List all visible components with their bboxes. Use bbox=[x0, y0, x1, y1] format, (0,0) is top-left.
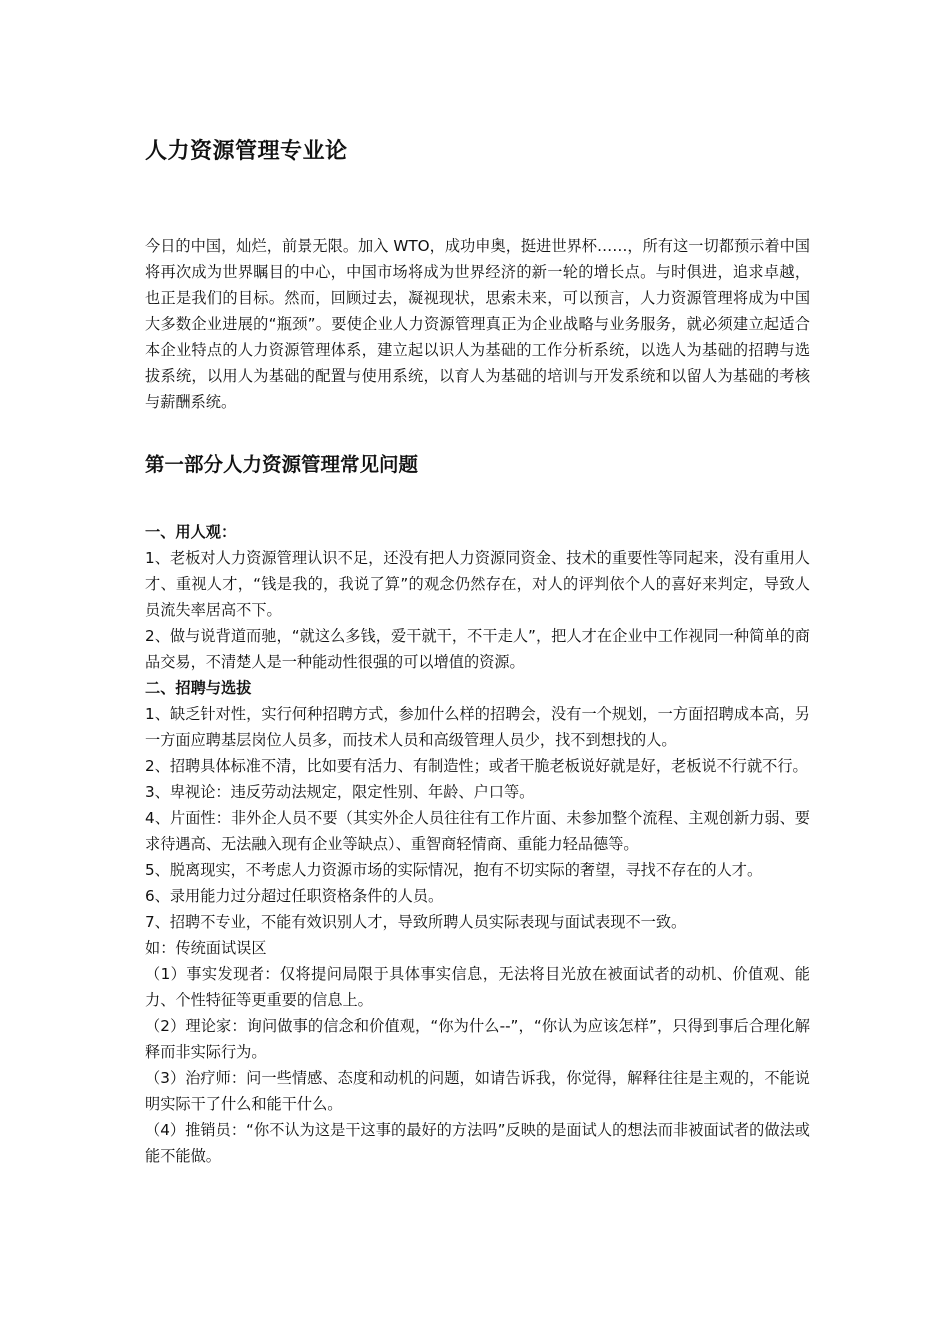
paragraph: 2、做与说背道而驰，“就这么多钱，爱干就干，不干走人”，把人才在企业中工作视同一种简单的商品交易，不清楚人是一种能动性很强的可以增值的资源。 bbox=[145, 627, 810, 671]
example-item: （3）治疗师：问一些情感、态度和动机的问题，如请告诉我，你觉得，解释往往是主观的，不能说明实际干了什么和能干什么。 bbox=[145, 1069, 810, 1113]
part-one-heading: 第一部分人力资源管理常见问题 bbox=[145, 453, 419, 476]
example-item: （2）理论家：询问做事的信念和价值观，“你为什么--”，“你认为应该怎样”，只得到事后合理化解释而非实际行为。 bbox=[145, 1017, 810, 1061]
intro-paragraph: 今日的中国，灿烂，前景无限。加入 WTO，成功申奥，挺进世界杯……，所有这一切都预示着中国将再次成为世界瞩目的中心，中国市场将成为世界经济的新一轮的增长点。与时俱进，追求卓越，也正是我们的目标。然而，回顾过去，凝视现状，思索未来，可以预言，人力资源管理将成为中国大多数企业进展的“瓶颈”。要使企业人力资源管理真正为企业战略与业务服务，就必须建立起适合本企业特点的人力资源管理体系，建立起以识人为基础的工作分析系统，以选人为基础的招聘与选拔系统，以用人为基础的配置与使用系统，以育人为基础的培训与开发系统和以留人为基础的考核与薪酬系统。 bbox=[145, 237, 810, 411]
example-item: （1）事实发现者：仅将提问局限于具体事实信息，无法将目光放在被面试者的动机、价值观、能力、个性特征等更重要的信息上。 bbox=[145, 965, 810, 1009]
section-heading-employment-view: 一、用人观： bbox=[145, 523, 237, 541]
paragraph: 4、片面性：非外企人员不要（其实外企人员往往有工作片面、未参加整个流程、主观创新力弱、要求待遇高、无法融入现有企业等缺点）、重智商轻情商、重能力轻品德等。 bbox=[145, 809, 810, 853]
example-intro: 如：传统面试误区 bbox=[145, 939, 267, 957]
paragraph: 5、脱离现实，不考虑人力资源市场的实际情况，抱有不切实际的奢望，寻找不存在的人才。 bbox=[145, 861, 763, 879]
paragraph: 2、招聘具体标准不清，比如要有活力、有制造性；或者干脆老板说好就是好，老板说不行就不行。 bbox=[145, 757, 808, 775]
paragraph: 1、缺乏针对性，实行何种招聘方式，参加什么样的招聘会，没有一个规划，一方面招聘成本高，另一方面应聘基层岗位人员多，而技术人员和高级管理人员少，找不到想找的人。 bbox=[145, 705, 810, 749]
paragraph: 3、卑视论：违反劳动法规定，限定性别、年龄、户口等。 bbox=[145, 783, 535, 801]
paragraph: 1、老板对人力资源管理认识不足，还没有把人力资源同资金、技术的重要性等同起来，没有重用人才、重视人才，“钱是我的，我说了算”的观念仍然存在，对人的评判依个人的喜好来判定，导致人员流失率居高不下。 bbox=[145, 549, 810, 619]
paragraph: 7、招聘不专业，不能有效识别人才，导致所聘人员实际表现与面试表现不一致。 bbox=[145, 913, 687, 931]
paragraph: 6、录用能力过分超过任职资格条件的人员。 bbox=[145, 887, 444, 905]
section-heading-recruitment: 二、招聘与选拔 bbox=[145, 679, 252, 697]
part-one-body bbox=[145, 519, 810, 1169]
example-item: （4）推销员：“你不认为这是干这事的最好的方法吗”反映的是面试人的想法而非被面试者的做法或能不能做。 bbox=[145, 1121, 810, 1165]
document-title: 人力资源管理专业论 bbox=[145, 139, 348, 164]
